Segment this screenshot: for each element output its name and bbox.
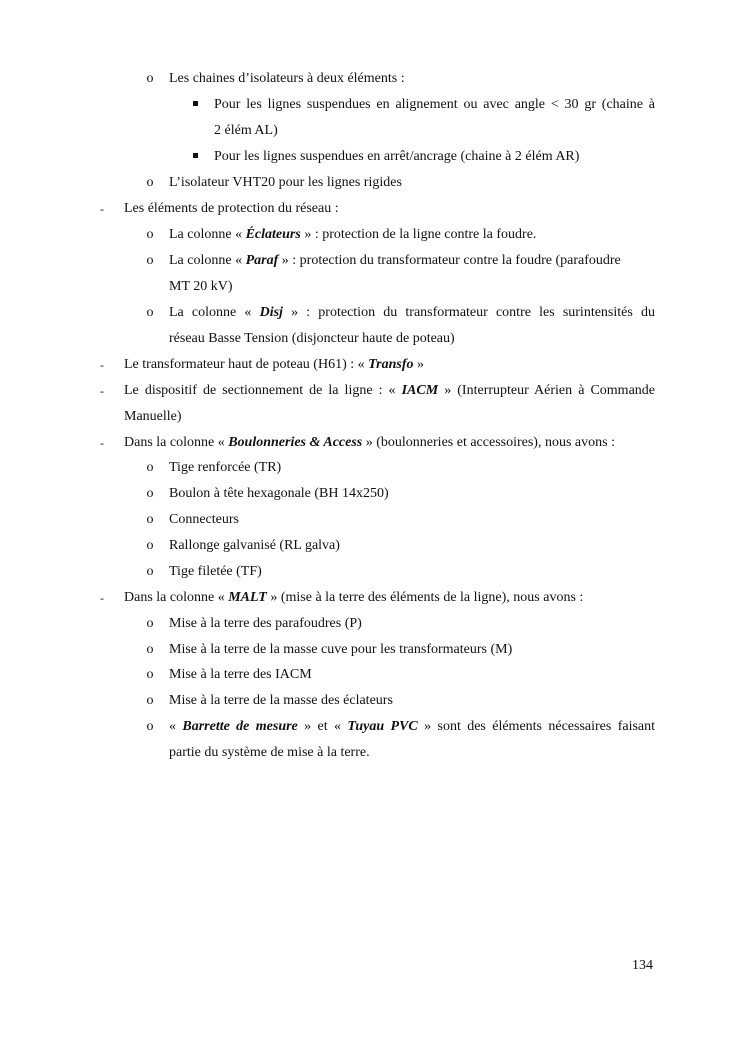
list-item-barrette-cont: partie du système de mise à la terre. [169, 745, 370, 760]
circle-bullet-icon: o [146, 71, 154, 86]
list-item-disj-cont: réseau Basse Tension (disjoncteur haute de poteau) [169, 331, 455, 346]
list-item-iacm: Le dispositif de sectionnement de la ligne : « IACM » (Interrupteur Aérien à Commande [124, 383, 655, 398]
list-item-chaines-ar: Pour les lignes suspendues en arrêt/ancrage (chaine à 2 élém AR) [214, 149, 580, 164]
list-item-tige-filetee: Tige filetée (TF) [169, 564, 262, 579]
list-item-chaines-al: Pour les lignes suspendues en alignement ou avec angle < 30 gr (chaine à [214, 97, 655, 112]
list-item-iacm-cont: Manuelle) [124, 409, 182, 424]
list-item-chaines: Les chaines d’isolateurs à deux éléments : [169, 71, 405, 86]
circle-bullet-icon: o [146, 305, 154, 320]
list-item-transfo: Le transformateur haut de poteau (H61) : « Transfo » [124, 357, 425, 372]
list-item-barrette: « Barrette de mesure » et « Tuyau PVC » sont des éléments nécessaires faisant [169, 719, 656, 734]
circle-bullet-icon: o [146, 719, 154, 734]
list-item-malt-parafoudres: Mise à la terre des parafoudres (P) [169, 616, 362, 631]
list-item-malt-iacm: Mise à la terre des IACM [169, 667, 312, 682]
dash-bullet-icon: - [100, 384, 104, 398]
list-item-rallonge: Rallonge galvanisé (RL galva) [169, 538, 340, 553]
list-item-chaines-al-cont: 2 élém AL) [214, 123, 278, 138]
list-item-boulonneries: Dans la colonne « Boulonneries & Access » (boulonneries et accessoires), nous avons : [124, 435, 615, 450]
circle-bullet-icon: o [146, 616, 154, 631]
circle-bullet-icon: o [146, 667, 154, 682]
list-item-paraf: La colonne « Paraf » : protection du transformateur contre la foudre (parafoudre [169, 253, 621, 268]
circle-bullet-icon: o [146, 512, 154, 527]
list-item-malt: Dans la colonne « MALT » (mise à la terre des éléments de la ligne), nous avons : [124, 590, 584, 605]
list-item-connecteurs: Connecteurs [169, 512, 239, 527]
circle-bullet-icon: o [146, 642, 154, 657]
circle-bullet-icon: o [146, 564, 154, 579]
page-number: 134 [632, 958, 653, 973]
dash-bullet-icon: - [100, 436, 104, 450]
circle-bullet-icon: o [146, 538, 154, 553]
circle-bullet-icon: o [146, 486, 154, 501]
dash-bullet-icon: - [100, 358, 104, 372]
list-item-eclateurs: La colonne « Éclateurs » : protection de la ligne contre la foudre. [169, 227, 537, 242]
circle-bullet-icon: o [146, 460, 154, 475]
circle-bullet-icon: o [146, 227, 154, 242]
square-bullet-icon [193, 153, 198, 158]
circle-bullet-icon: o [146, 175, 154, 190]
circle-bullet-icon: o [146, 693, 154, 708]
list-item-vht20: L’isolateur VHT20 pour les lignes rigides [169, 175, 402, 190]
list-item-malt-masse-cuve: Mise à la terre de la masse cuve pour les transformateurs (M) [169, 642, 513, 657]
list-item-tige-renforcee: Tige renforcée (TR) [169, 460, 282, 475]
square-bullet-icon [193, 101, 198, 106]
circle-bullet-icon: o [146, 253, 154, 268]
list-item-malt-eclateurs: Mise à la terre de la masse des éclateurs [169, 693, 393, 708]
list-item-protection: Les éléments de protection du réseau : [124, 201, 339, 216]
dash-bullet-icon: - [100, 591, 104, 605]
list-item-paraf-cont: MT 20 kV) [169, 279, 233, 294]
dash-bullet-icon: - [100, 202, 104, 216]
list-item-disj: La colonne « Disj » : protection du transformateur contre les surintensités du [169, 305, 655, 320]
list-item-boulon: Boulon à tête hexagonale (BH 14x250) [169, 486, 389, 501]
